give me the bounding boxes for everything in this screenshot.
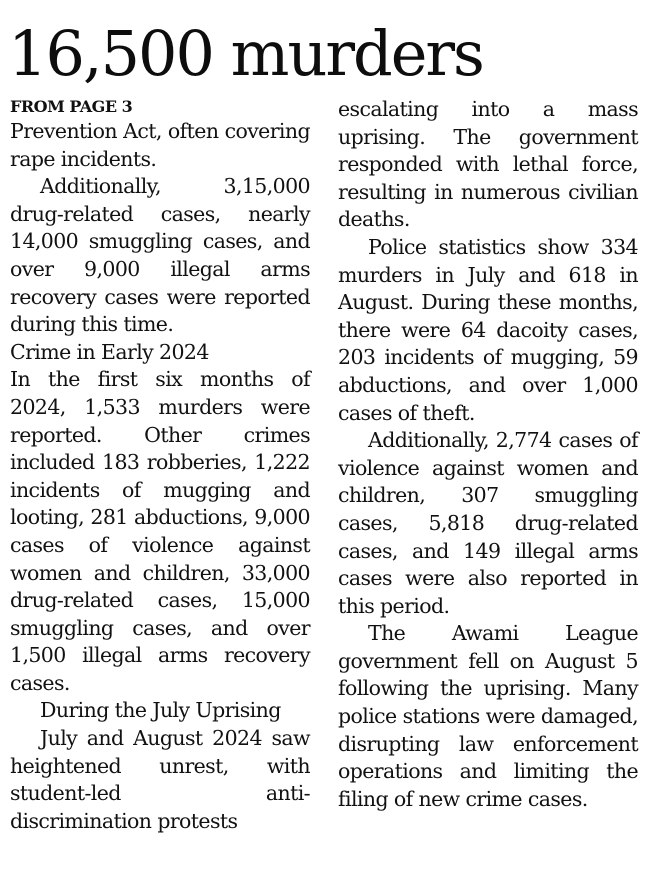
paragraph-left-1: Prevention Act, often covering rape incidents. <box>10 119 310 171</box>
continued-from-label: FROM PAGE 3 <box>10 97 133 116</box>
paragraph-right-4: The Awami League government fell on August 5 following the uprising. Many police stations were damaged, disrupting law enforcement operations and limiting the filing of new crime cases. <box>338 621 638 811</box>
paragraph-left-2: Additionally, 3,15,000 drug-related cases, nearly 14,000 smuggling cases, and over 9,000 illegal arms recovery cases were reported during this time. <box>10 174 310 337</box>
subheading-crime-early-2024: Crime in Early 2024 <box>10 339 209 364</box>
right-column <box>338 96 638 813</box>
subheading-july-uprising: During the July Uprising <box>40 698 281 723</box>
paragraph-right-3: Additionally, 2,774 cases of violence against women and children, 307 smuggling cases, 5,818 drug-related cases, and 149 illegal arms cases were also reported in this period. <box>338 428 638 618</box>
headline: 16,500 murders <box>8 17 483 90</box>
paragraph-left-4: July and August 2024 saw heightened unrest, with student-led anti-discrimination protests <box>10 726 310 833</box>
paragraph-right-1: escalating into a mass uprising. The government responded with lethal force, resulting in numerous civilian deaths. <box>338 97 638 232</box>
left-column <box>10 96 310 835</box>
paragraph-left-3: In the first six months of 2024, 1,533 murders were reported. Other crimes included 183 robberies, 1,222 incidents of mugging and looting, 281 abductions, 9,000 cases of violence against women and children, 33,000 drug-related cases, 15,000 smuggling cases, and over 1,500 illegal arms recovery cases. <box>10 367 310 695</box>
paragraph-right-2: Police statistics show 334 murders in July and 618 in August. During these months, there were 64 dacoity cases, 203 incidents of mugging, 59 abductions, and over 1,000 cases of theft. <box>338 234 638 425</box>
